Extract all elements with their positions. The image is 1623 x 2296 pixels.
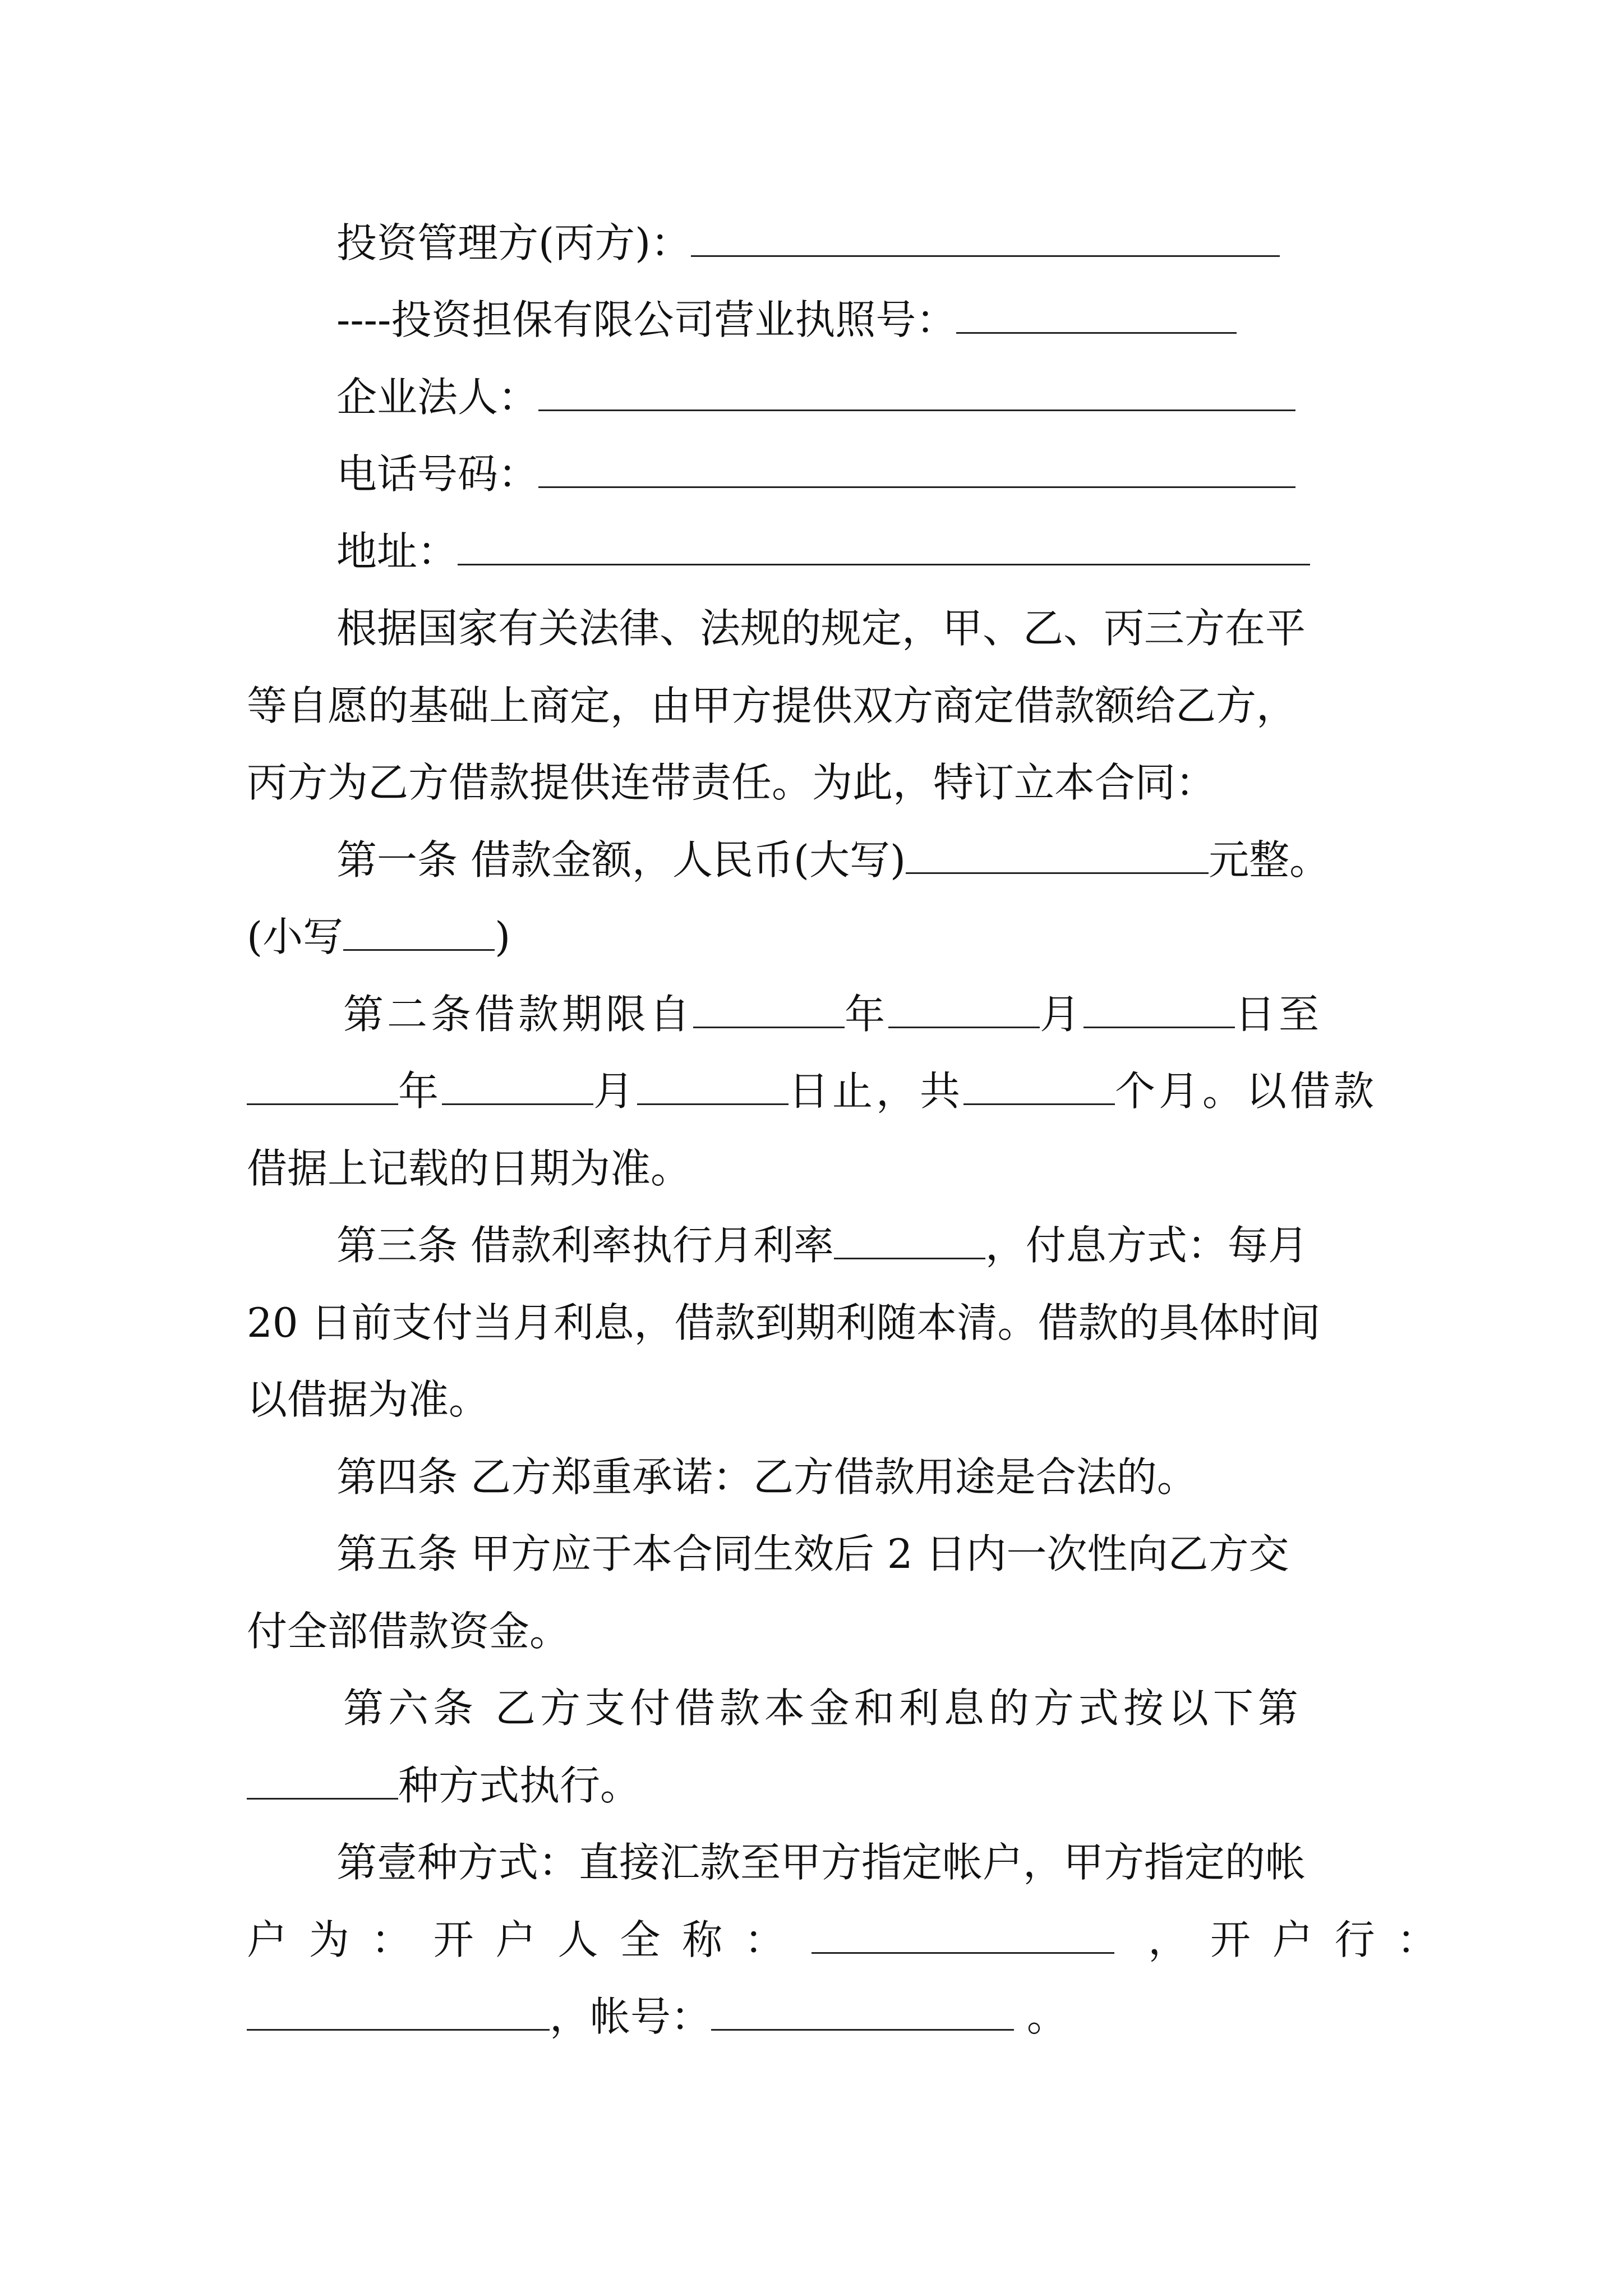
article-6-line-1: 第六条 乙方支付借款本金和利息的方式按以下第: [343, 1685, 1303, 1732]
article-3-line-1: [336, 1220, 1308, 1271]
months-count-blank[interactable]: [963, 1066, 1115, 1105]
legal-person-label: 企业法人：: [336, 374, 539, 421]
article-2-line-1: [343, 989, 1322, 1039]
article-5-line-2: 付全部借款资金。: [247, 1608, 570, 1655]
article-1-text-d: ): [495, 913, 511, 960]
article-3-text-b: ，付息方式：每月: [985, 1222, 1308, 1269]
end-year-label: 年: [398, 1068, 442, 1115]
address-label: 地址：: [336, 528, 458, 575]
article-3-line-3: 以借据为准。: [247, 1376, 490, 1423]
end-month-blank[interactable]: [442, 1066, 593, 1105]
day-to-label: 日至: [1235, 991, 1323, 1038]
account-number-blank[interactable]: [711, 1992, 1014, 2031]
loan-amount-uppercase-blank[interactable]: [906, 835, 1209, 874]
article-1-line-1: [336, 835, 1330, 885]
start-year-blank[interactable]: [693, 990, 845, 1028]
legal-person-line: [336, 372, 1295, 422]
intro-line-1: 根据国家有关法律、法规的规定，甲、乙、丙三方在平: [336, 605, 1306, 652]
end-month-label: 月: [593, 1068, 638, 1115]
article-1-text-c: (小写: [247, 913, 344, 960]
intro-line-2: 等自愿的基础上商定，由甲方提供双方商定借款额给乙方，: [247, 682, 1297, 729]
method-1-line-1: 第壹种方式：直接汇款至甲方指定帐户，甲方指定的帐: [336, 1839, 1306, 1886]
month-label: 月: [1040, 991, 1084, 1038]
article-3-line-2: 20 日前支付当月利息，借款到期利随本清。借款的具体时间: [247, 1299, 1321, 1346]
company-license-line: [336, 295, 1237, 345]
article-1-text-a: 第一条 借款金额，人民币(大写): [336, 836, 906, 884]
party-c-blank[interactable]: [691, 218, 1280, 257]
day-end-label: 日止，共: [789, 1068, 964, 1115]
party-c-line: [336, 218, 1280, 268]
phone-label: 电话号码：: [336, 450, 539, 498]
article-2-line-2: [247, 1066, 1377, 1116]
article-5-line-1: 第五条 甲方应于本合同生效后 2 日内一次性向乙方交: [336, 1530, 1289, 1577]
article-3-text-a: 第三条 借款利率执行月利率: [336, 1222, 834, 1269]
year-label: 年: [845, 991, 889, 1038]
method-1-text-b: ， 开 户 行 ：: [1148, 1916, 1442, 1963]
party-c-label: 投资管理方(丙方)：: [336, 219, 691, 266]
article-1-text-b: 元整。: [1209, 836, 1330, 884]
method-1-text-a: 户 为 ： 开 户 人 全 称 ：: [247, 1916, 790, 1963]
monthly-rate-blank[interactable]: [834, 1221, 985, 1259]
article-2-text-a: 第二条借款期限自: [343, 991, 694, 1038]
legal-person-blank[interactable]: [538, 372, 1295, 411]
method-1-text-d: 。: [1014, 1993, 1067, 2040]
method-1-text-c: ，帐号：: [550, 1993, 712, 2040]
address-line: [336, 526, 1310, 577]
phone-line: [336, 449, 1295, 499]
start-month-blank[interactable]: [888, 990, 1040, 1028]
intro-line-3: 丙方为乙方借款提供连带责任。为此，特订立本合同：: [247, 759, 1216, 806]
article-1-line-2: [247, 912, 510, 962]
payment-method-blank[interactable]: [247, 1761, 398, 1800]
address-blank[interactable]: [458, 527, 1310, 565]
method-1-line-3: [247, 1991, 1067, 2042]
bank-name-blank[interactable]: [247, 1992, 550, 2031]
method-1-line-2: [247, 1915, 1442, 1965]
article-6-text: 种方式执行。: [398, 1762, 641, 1809]
end-day-blank[interactable]: [637, 1066, 789, 1105]
start-day-blank[interactable]: [1083, 990, 1235, 1028]
phone-blank[interactable]: [538, 449, 1295, 488]
article-2-line-3: 借据上记载的日期为准。: [247, 1145, 691, 1192]
months-text: 个月。以借款: [1115, 1068, 1378, 1115]
company-license-blank[interactable]: [956, 295, 1237, 334]
article-6-line-2: [247, 1760, 640, 1811]
loan-amount-lowercase-blank[interactable]: [343, 912, 495, 951]
article-4-line-1: 第四条 乙方郑重承诺：乙方借款用途是合法的。: [336, 1453, 1197, 1501]
account-holder-blank[interactable]: [811, 1915, 1114, 1954]
end-year-blank[interactable]: [247, 1066, 398, 1105]
company-license-label: ----投资担保有限公司营业执照号：: [336, 296, 957, 343]
